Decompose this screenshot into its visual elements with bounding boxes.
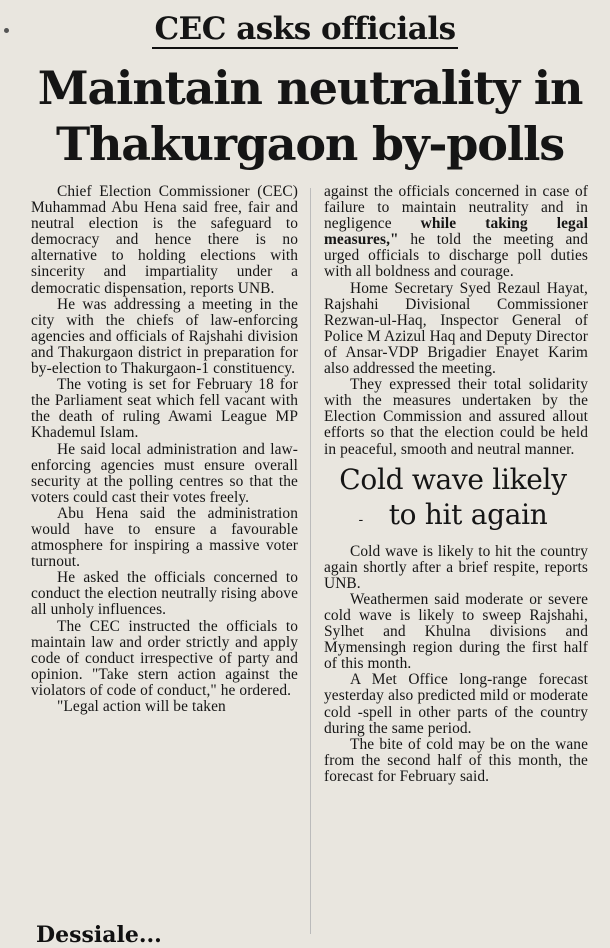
article-column-2 [324,184,588,785]
headline [20,60,600,172]
paragraph: They expressed their total solidarity with the measures undertaken by the Election Commission and assured allout efforts so that the election could be held in peaceful, smooth and neutral manner. [324,376,588,458]
dash-mark: - [358,511,363,528]
subheadline [318,462,588,538]
paragraph: The CEC instructed the officials to maintain law and order strictly and apply code of conduct irrespective of party and opinion. "Take stern action against the violators of code of conduct," he ordered. [31,617,298,699]
text-run: he told the meeting and urged officials to discharge poll duties with all boldness and courage. [324,231,588,281]
paragraph: A Met Office long-range forecast yesterday also predicted mild or moderate cold -spell in other parts of the country during the same period. [324,671,588,737]
paragraph: He said local administration and law-enforcing agencies must ensure overall security at the polling centres so that the voters could cast their votes freely. [31,440,298,506]
paragraph: Home Secretary Syed Rezaul Hayat, Rajshahi Divisional Commissioner Rezwan-ul-Haq, Inspector General of Police M Azizul Haq and Deputy Director of Ansar-VDP Brigadier Enayet Karim also addressed the meeting. [324,279,588,378]
paragraph: The voting is set for February 18 for the Parliament seat which fell vacant with the death of ruling Awami League MP Khademul Islam. [31,376,298,442]
paragraph: Abu Hena said the administration would have to ensure a favourable atmosphere for inspiring a massive voter turnout. [31,504,298,571]
subheadline-line-1: Cold wave likely [339,462,567,496]
headline-line-2: Thakurgaon by-polls [55,117,565,171]
paragraph: Chief Election Commissioner (CEC) Muhammad Abu Hena said free, fair and neutral election is the safeguard to democracy and hence there is no alternative to holding elections with sincerity and impartiality under a democratic dispensation, reports UNB. [31,183,298,297]
paragraph: The bite of cold may be on the wane from the second half of this month, the forecast for February said. [324,735,588,785]
subheadline-line-2 [318,497,588,538]
paragraph: Weathermen said moderate or severe cold wave is likely to sweep Rajshahi, Sylhet and Khulna divisions and Mymensingh region during the first half of this month. [324,590,588,673]
paragraph: Cold wave is likely to hit the country again shortly after a brief respite, reports UNB. [324,542,588,592]
paragraph: He was addressing a meeting in the city with the chiefs of law-enforcing agencies and officials of Rajshahi division and Thakurgaon district in preparation for by-election to Thakurgaon-1 constituency. [31,295,298,378]
paragraph: He asked the officials concerned to conduct the election neutrally rising above all unholy influences. [31,569,298,619]
subheadline-text: to hit again [388,497,548,531]
text-run: against the officials concerned in case of failure to maintain neutrality and in negligence [324,183,588,233]
kicker-text: CEC asks officials [154,11,456,47]
next-headline-fragment: Dessiale... [36,922,162,948]
article-column-1 [31,184,298,715]
paragraph-continued [324,184,588,281]
paragraph: "Legal action will be taken [57,698,226,715]
kicker [0,8,610,50]
text-run-bold: while taking legal measures," [324,215,588,249]
headline-line-1: Maintain neutrality in [37,61,583,115]
column-divider [310,188,311,934]
